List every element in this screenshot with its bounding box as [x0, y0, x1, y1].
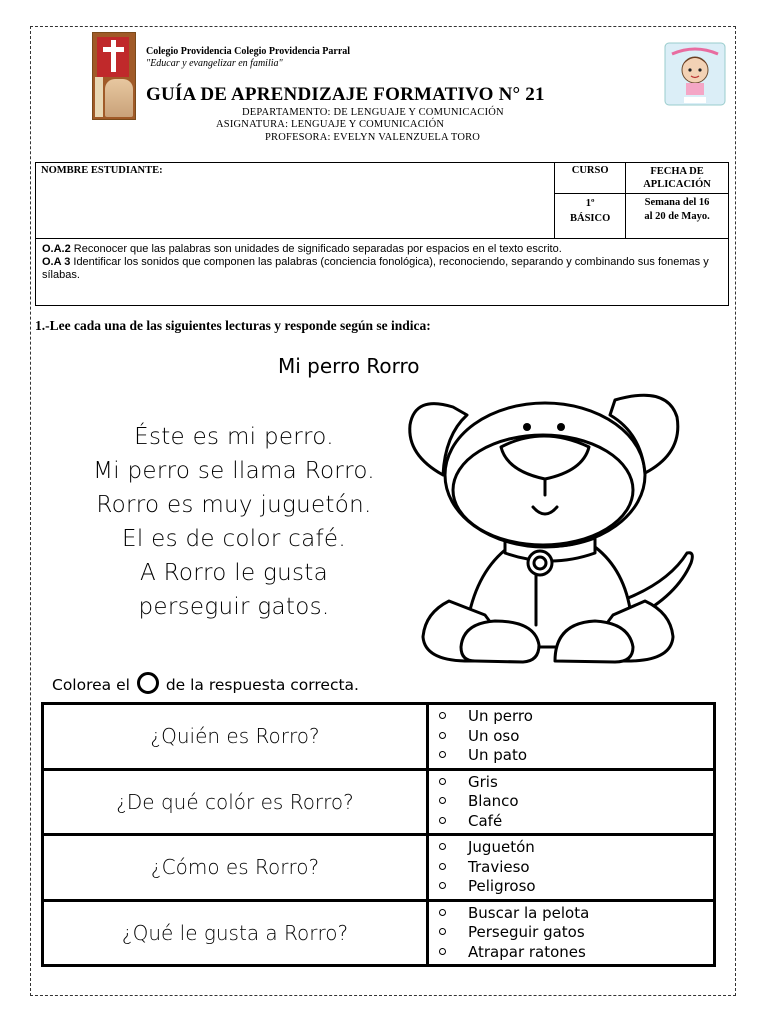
date-value: Semana del 16 al 20 de Mayo. — [626, 194, 729, 239]
option[interactable]: Perseguir gatos — [439, 923, 713, 943]
option[interactable]: Café — [439, 812, 713, 832]
quiz-options — [428, 769, 715, 835]
course-value: 1º BÁSICO — [555, 194, 626, 239]
logo-figures — [105, 79, 133, 117]
quiz-question: ¿De qué colór es Rorro? — [43, 769, 428, 835]
quiz-row — [43, 704, 715, 770]
option[interactable]: Peligroso — [439, 877, 713, 897]
option[interactable]: Travieso — [439, 858, 713, 878]
option[interactable]: Juguetón — [439, 838, 713, 858]
option[interactable]: Un perro — [439, 707, 713, 727]
radio-circle-icon[interactable] — [439, 817, 446, 824]
story-line: Éste es mi perro. — [134, 424, 334, 450]
radio-circle-icon[interactable] — [439, 797, 446, 804]
subject-line: ASIGNATURA: LENGUAJE Y COMUNICACIÓN — [216, 119, 445, 130]
teacher-line: PROFESORA: EVELYN VALENZUELA TORO — [265, 132, 481, 143]
student-name-cell[interactable] — [36, 163, 555, 239]
objective-oa3: O.A 3 Identificar los sonidos que componen las palabras (conciencia fonológica), reconociendo, separando y combinando sus fonemas y sílabas. — [42, 256, 709, 281]
story-text — [44, 420, 424, 624]
radio-circle-icon[interactable] — [439, 751, 446, 758]
quiz-row — [43, 835, 715, 901]
quiz-table — [41, 702, 716, 967]
date-header: FECHA DE APLICACIÓN — [626, 163, 729, 194]
option[interactable]: Un pato — [439, 746, 713, 766]
story-line: A Rorro le gusta — [140, 560, 328, 586]
story-title: Mi perro Rorro — [278, 354, 420, 378]
radio-circle-icon[interactable] — [439, 863, 446, 870]
quiz-question: ¿Quién es Rorro? — [43, 704, 428, 770]
teacher-badge-logo — [664, 42, 726, 106]
story-line: El es de color café. — [122, 526, 346, 552]
story-line: Mi perro se llama Rorro. — [93, 458, 375, 484]
reading-instruction: 1.-Lee cada una de las siguientes lecturas y responde según se indica: — [35, 318, 431, 333]
quiz-row — [43, 900, 715, 966]
radio-circle-icon[interactable] — [439, 909, 446, 916]
radio-circle-icon[interactable] — [439, 712, 446, 719]
quiz-options — [428, 900, 715, 966]
option[interactable]: Atrapar ratones — [439, 943, 713, 963]
coloring-instruction: Colorea el de la respuesta correcta. — [52, 672, 359, 694]
logo-band — [95, 77, 103, 117]
quiz-options — [428, 704, 715, 770]
document-title: GUÍA DE APRENDIZAJE FORMATIVO N° 21 — [146, 84, 545, 105]
quiz-row — [43, 769, 715, 835]
school-motto: "Educar y evangelizar en familia" — [146, 58, 283, 69]
department-line: DEPARTAMENTO: DE LENGUAJE Y COMUNICACIÓN — [242, 107, 504, 118]
option[interactable]: Buscar la pelota — [439, 904, 713, 924]
objective-oa2: O.A.2 Reconocer que las palabras son unidades de significado separadas por espacios en el texto escrito. — [42, 243, 562, 255]
radio-circle-icon[interactable] — [439, 778, 446, 785]
radio-circle-icon[interactable] — [439, 732, 446, 739]
student-name-label: NOMBRE ESTUDIANTE: — [41, 165, 163, 176]
school-logo — [92, 32, 136, 120]
option[interactable]: Un oso — [439, 727, 713, 747]
story-line: perseguir gatos. — [138, 594, 330, 620]
radio-circle-icon[interactable] — [439, 843, 446, 850]
option[interactable]: Blanco — [439, 792, 713, 812]
radio-circle-icon[interactable] — [439, 928, 446, 935]
learning-objectives — [36, 239, 729, 306]
student-info-table — [35, 162, 729, 306]
quiz-options — [428, 835, 715, 901]
dog-illustration — [405, 375, 695, 670]
school-info — [146, 46, 350, 70]
radio-circle-icon[interactable] — [439, 882, 446, 889]
school-name: Colegio Providencia Colegio Providencia Parral — [146, 46, 351, 57]
quiz-question: ¿Cómo es Rorro? — [43, 835, 428, 901]
course-header: CURSO — [555, 163, 626, 194]
quiz-question: ¿Qué le gusta a Rorro? — [43, 900, 428, 966]
circle-icon — [137, 672, 159, 694]
story-line: Rorro es muy juguetón. — [96, 492, 372, 518]
option[interactable]: Gris — [439, 773, 713, 793]
radio-circle-icon[interactable] — [439, 948, 446, 955]
